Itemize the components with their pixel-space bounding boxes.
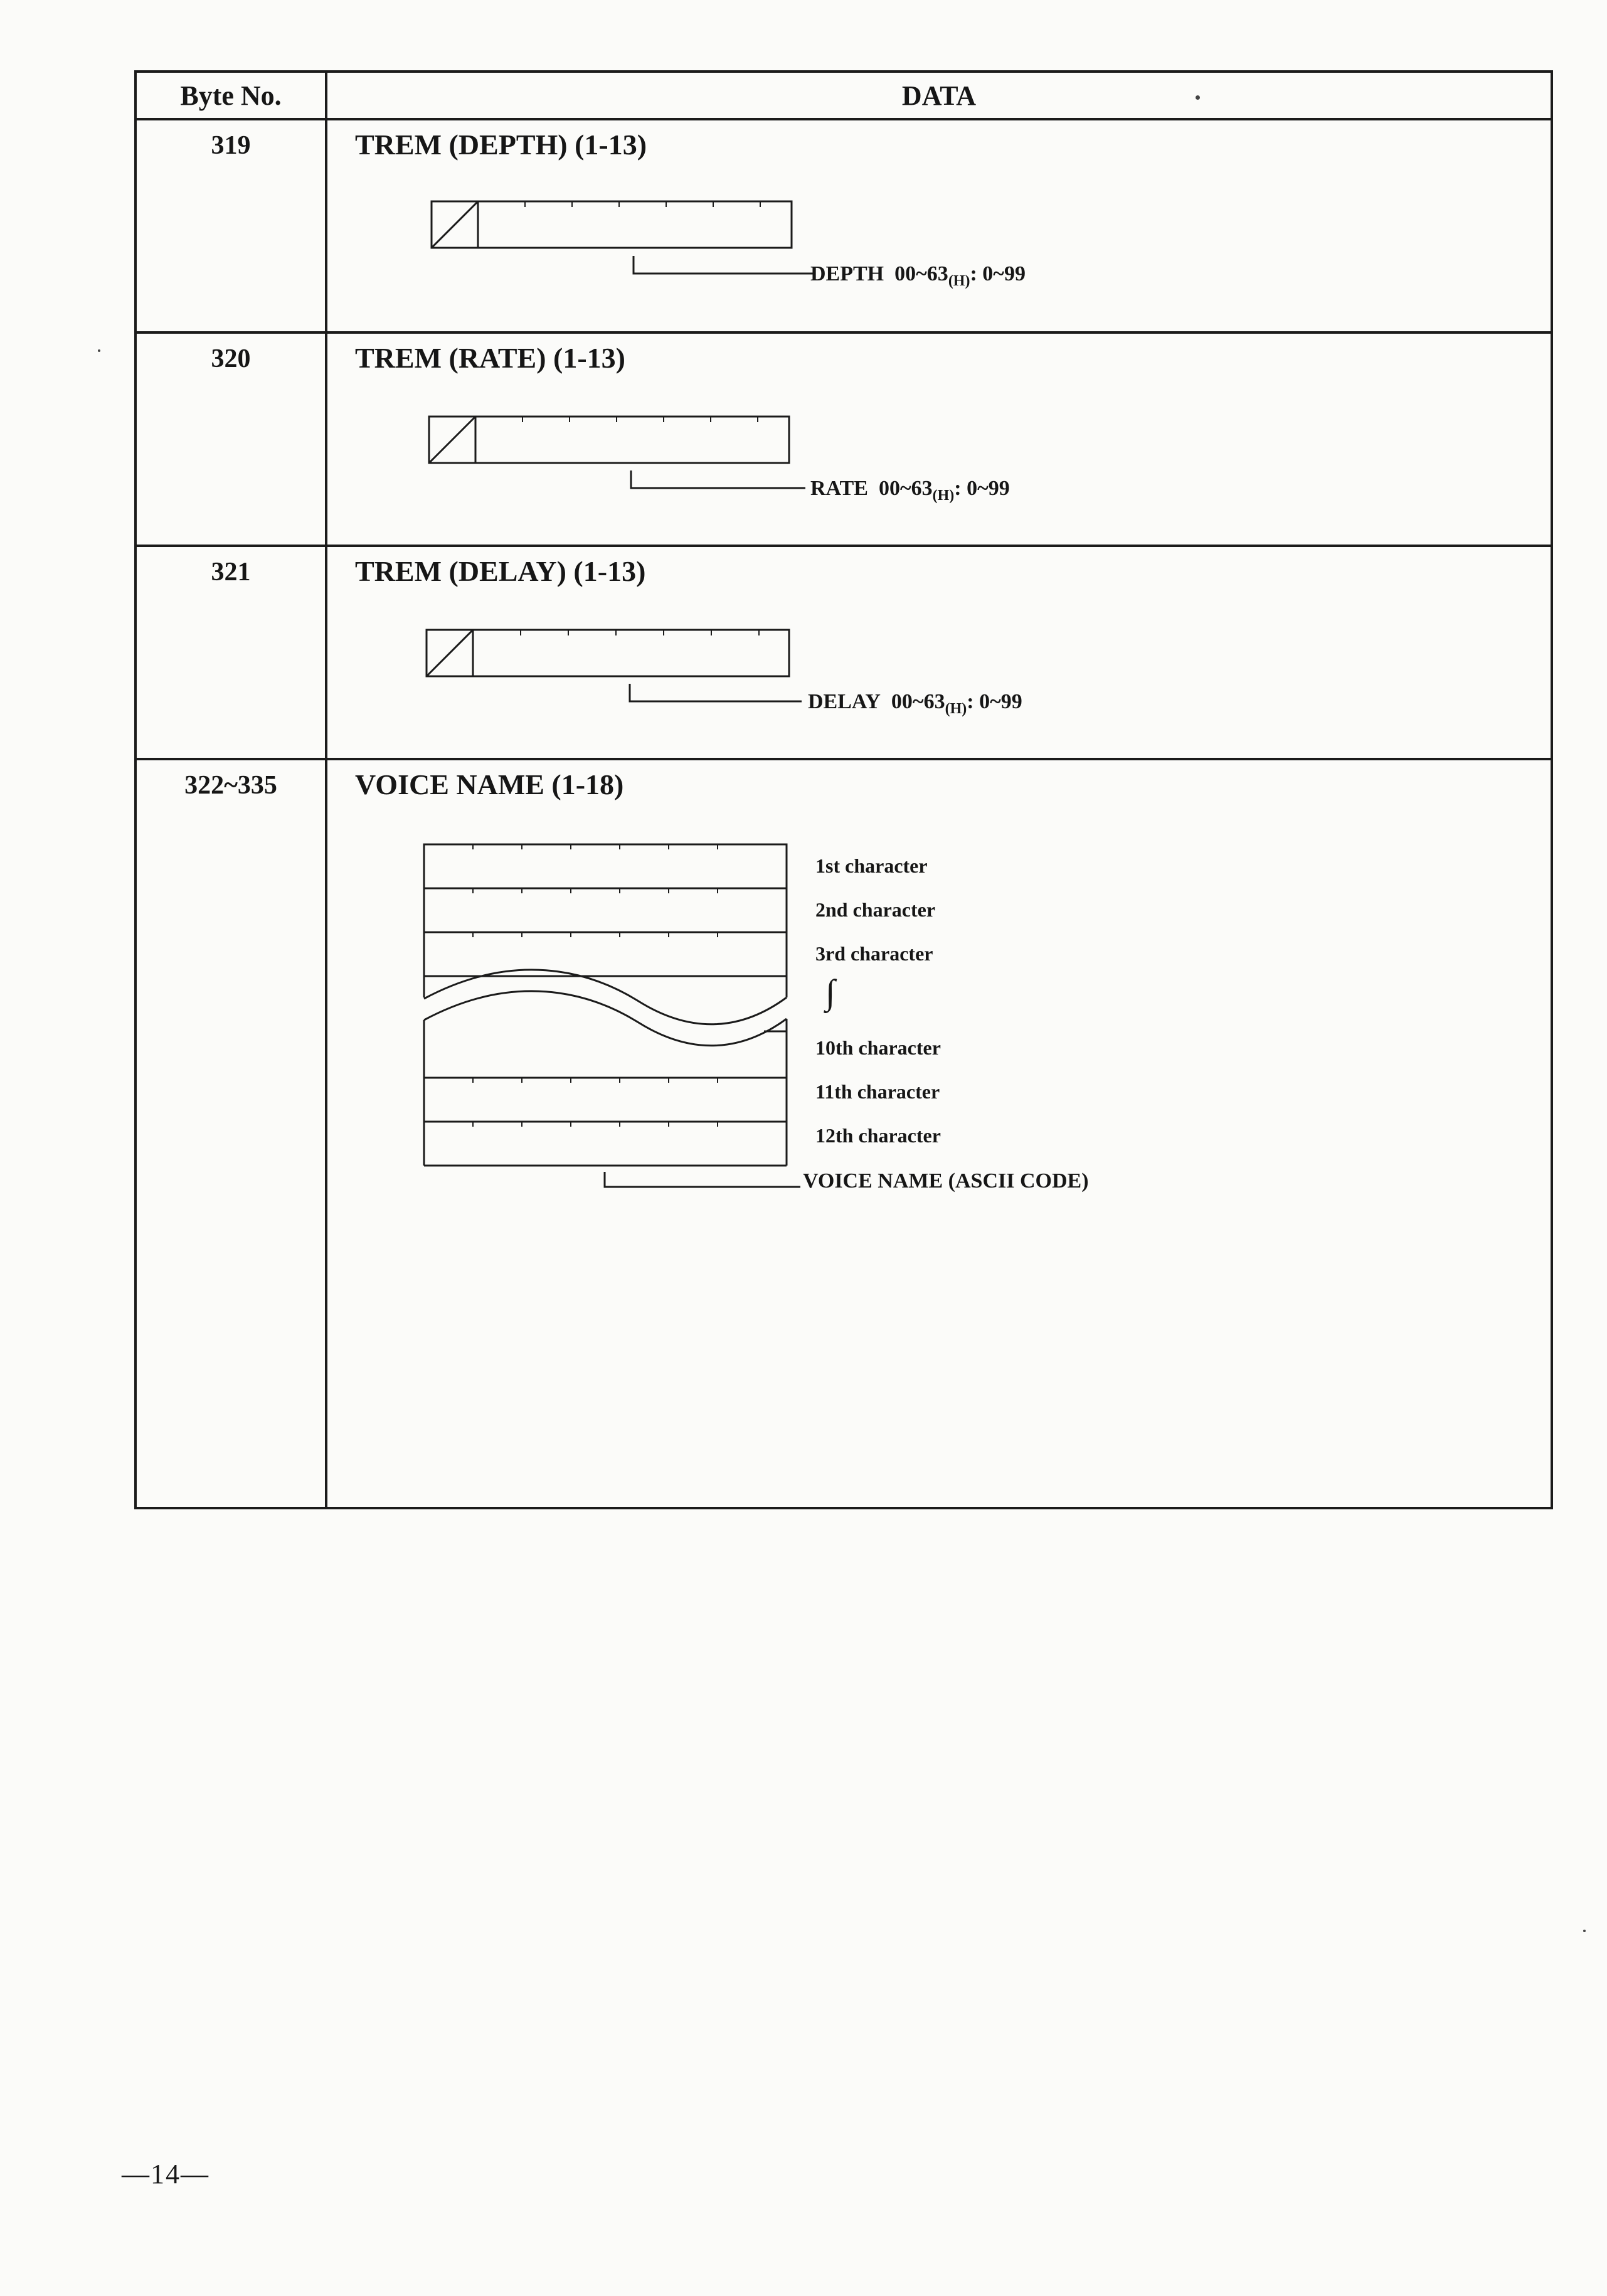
character-label: 12th character: [815, 1124, 941, 1147]
scan-speck: [1583, 1930, 1586, 1932]
param-label-delay: DELAY $00\sim 63_{(H)}$: 0~99: [808, 690, 1022, 717]
bit-field-321: [427, 630, 802, 701]
byte-number: 321: [211, 558, 251, 587]
character-label: 3rd character: [815, 942, 933, 965]
character-label: 2nd character: [815, 898, 936, 921]
voice-name-caption: VOICE NAME (ASCII CODE): [803, 1169, 1089, 1193]
param-label-rate: RATE $00\sim 63_{(H)}$: 0~99: [810, 477, 1010, 504]
bit-field-320: [429, 417, 805, 488]
character-label: 10th character: [815, 1036, 941, 1059]
voice-name-bytes: [424, 844, 800, 1187]
header-byte-no: Byte No.: [180, 80, 282, 111]
page-number: —14—: [122, 2159, 209, 2189]
row-title: VOICE NAME (1-18): [355, 768, 624, 800]
byte-number: 320: [211, 344, 251, 373]
character-label: 1st character: [815, 854, 928, 877]
row-title: TREM (RATE) (1-13): [355, 342, 625, 374]
header-data: DATA: [901, 80, 977, 111]
scan-speck: [1196, 95, 1200, 100]
byte-number: 322~335: [184, 771, 277, 800]
row-title: TREM (DEPTH) (1-13): [355, 129, 647, 161]
ellipsis-mark: ∫: [825, 973, 835, 1012]
byte-data-table: [134, 70, 1553, 1509]
bit-field-319: [432, 201, 814, 274]
param-label-depth: DEPTH $00\sim 63_{(H)}$: 0~99: [810, 262, 1026, 289]
scan-speck: [98, 349, 100, 352]
character-label: 11th character: [815, 1080, 940, 1103]
row-title: TREM (DELAY) (1-13): [355, 555, 646, 587]
byte-number: 319: [211, 131, 251, 160]
